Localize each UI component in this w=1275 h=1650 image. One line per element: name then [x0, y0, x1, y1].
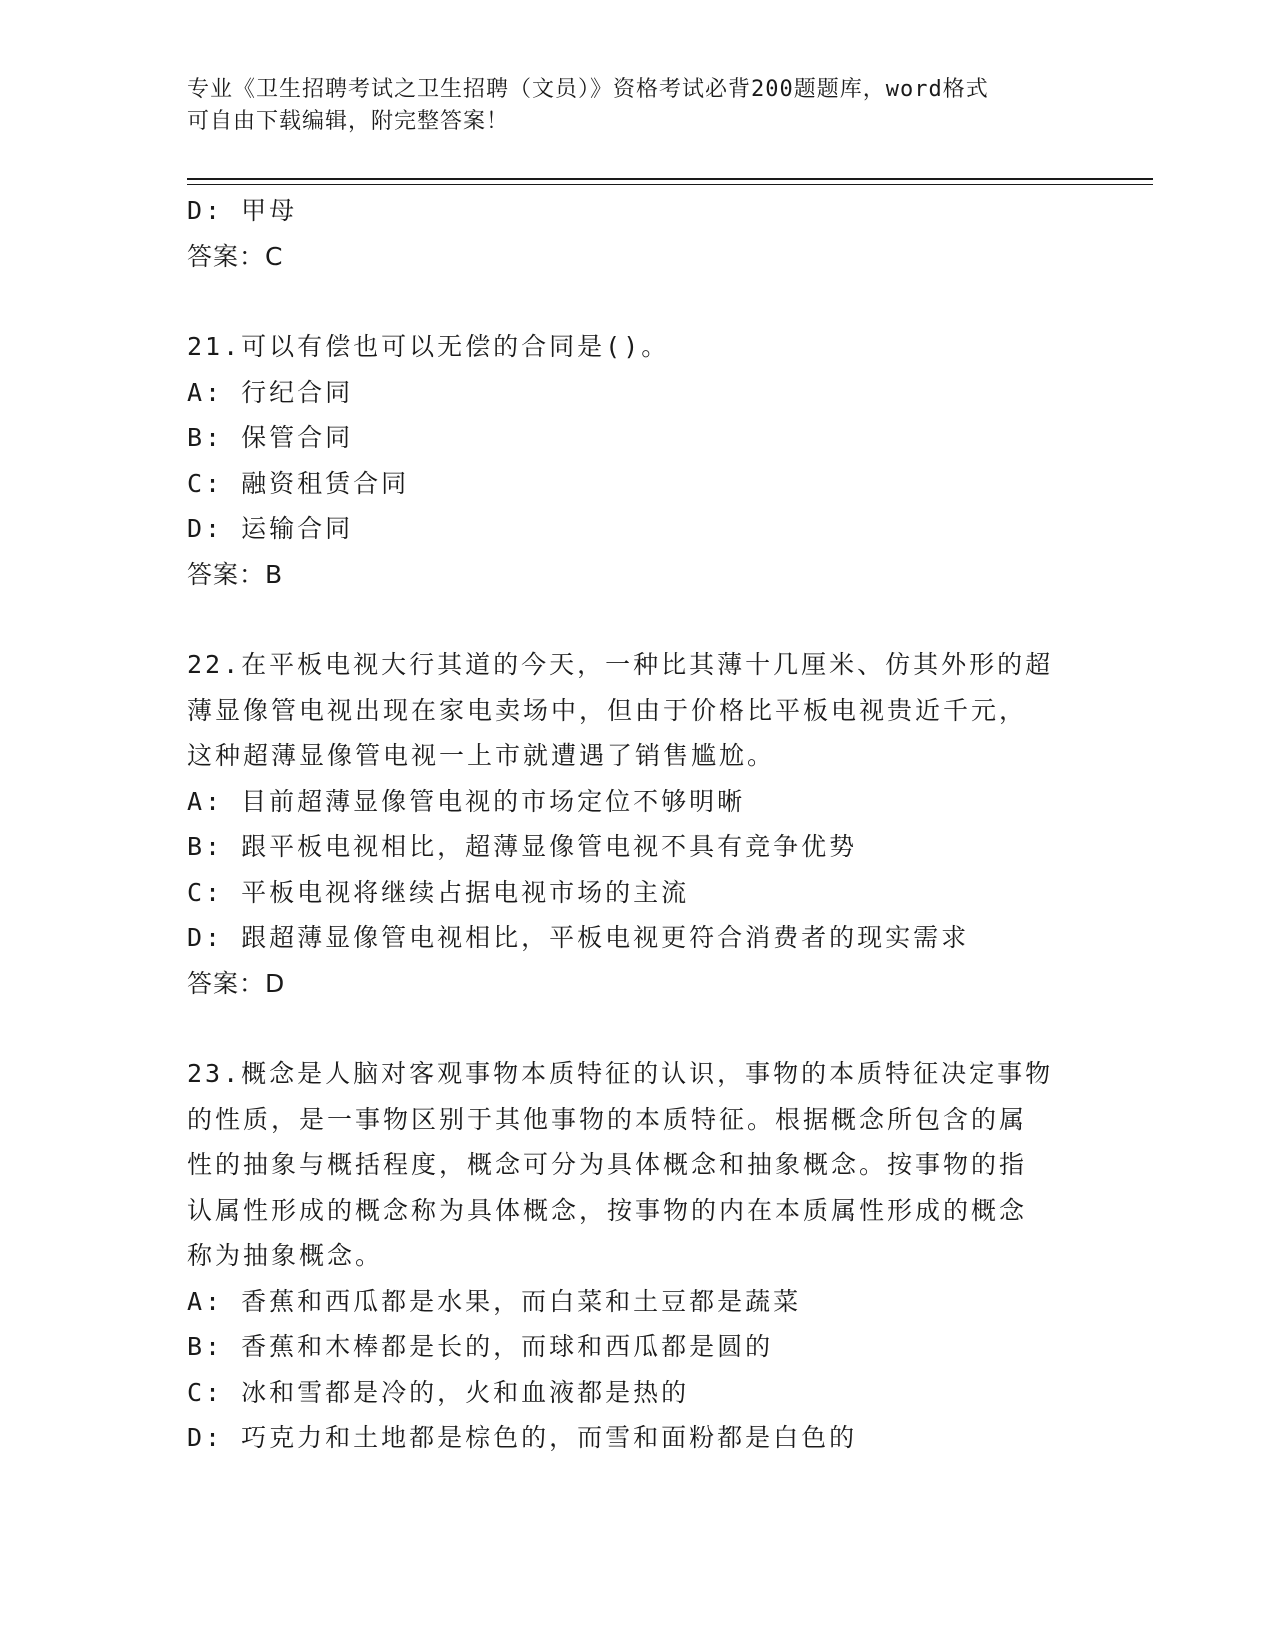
question-21 — [187, 324, 1087, 597]
spacer — [187, 597, 1087, 642]
option-d: D: 跟超薄显像管电视相比，平板电视更符合消费者的现实需求 — [187, 923, 970, 952]
header-divider-thick — [187, 178, 1153, 180]
spacer — [187, 279, 1087, 324]
option-c: C: 冰和雪都是冷的，火和血液都是热的 — [187, 1377, 690, 1407]
question-stem-line: 23.概念是人脑对客观事物本质特征的认识，事物的本质特征决定事物 — [187, 1059, 1054, 1088]
option-c: C: 融资租赁合同 — [187, 468, 410, 498]
question-22 — [187, 642, 1087, 1006]
prev-answer: 答案：C — [187, 241, 284, 271]
option-b: B: 保管合同 — [187, 423, 354, 452]
question-stem-line: 性的抽象与概括程度，概念可分为具体概念和抽象概念。按事物的指 — [187, 1150, 1028, 1179]
option-a: A: 香蕉和西瓜都是水果，而白菜和土豆都是蔬菜 — [187, 1286, 802, 1316]
option-c: C: 平板电视将继续占据电视市场的主流 — [187, 877, 690, 907]
question-23 — [187, 1051, 1087, 1461]
question-stem-line: 称为抽象概念。 — [187, 1241, 384, 1270]
answer: 答案：D — [187, 968, 286, 998]
option-d: D: 巧克力和土地都是棕色的，而雪和面粉都是白色的 — [187, 1423, 858, 1452]
page-header — [187, 74, 1067, 138]
answer: 答案：B — [187, 559, 284, 589]
option-d: D: 运输合同 — [187, 514, 354, 543]
header-line-2: 可自由下载编辑，附完整答案！ — [187, 109, 510, 134]
spacer — [187, 1006, 1087, 1051]
question-stem-line: 的性质，是一事物区别于其他事物的本质特征。根据概念所包含的属 — [187, 1104, 1028, 1134]
document-body — [187, 188, 1087, 1461]
question-stem: 21.可以有偿也可以无偿的合同是()。 — [187, 332, 670, 361]
option-b: B: 香蕉和木棒都是长的，而球和西瓜都是圆的 — [187, 1332, 774, 1361]
option-a: A: 行纪合同 — [187, 377, 354, 407]
question-stem-line: 22.在平板电视大行其道的今天，一种比其薄十几厘米、仿其外形的超 — [187, 650, 1054, 679]
option-a: A: 目前超薄显像管电视的市场定位不够明晰 — [187, 786, 746, 816]
question-stem-line: 薄显像管电视出现在家电卖场中，但由于价格比平板电视贵近千元， — [187, 695, 1028, 725]
header-divider-thin — [187, 184, 1153, 185]
header-line-1: 专业《卫生招聘考试之卫生招聘（文员）》资格考试必背200题题库，word格式 — [187, 77, 989, 102]
question-stem-line: 认属性形成的概念称为具体概念，按事物的内在本质属性形成的概念 — [187, 1195, 1028, 1225]
option-b: B: 跟平板电视相比，超薄显像管电视不具有竞争优势 — [187, 832, 858, 861]
question-stem-line: 这种超薄显像管电视一上市就遭遇了销售尴尬。 — [187, 741, 776, 770]
prev-option-d: D: 甲母 — [187, 196, 298, 225]
